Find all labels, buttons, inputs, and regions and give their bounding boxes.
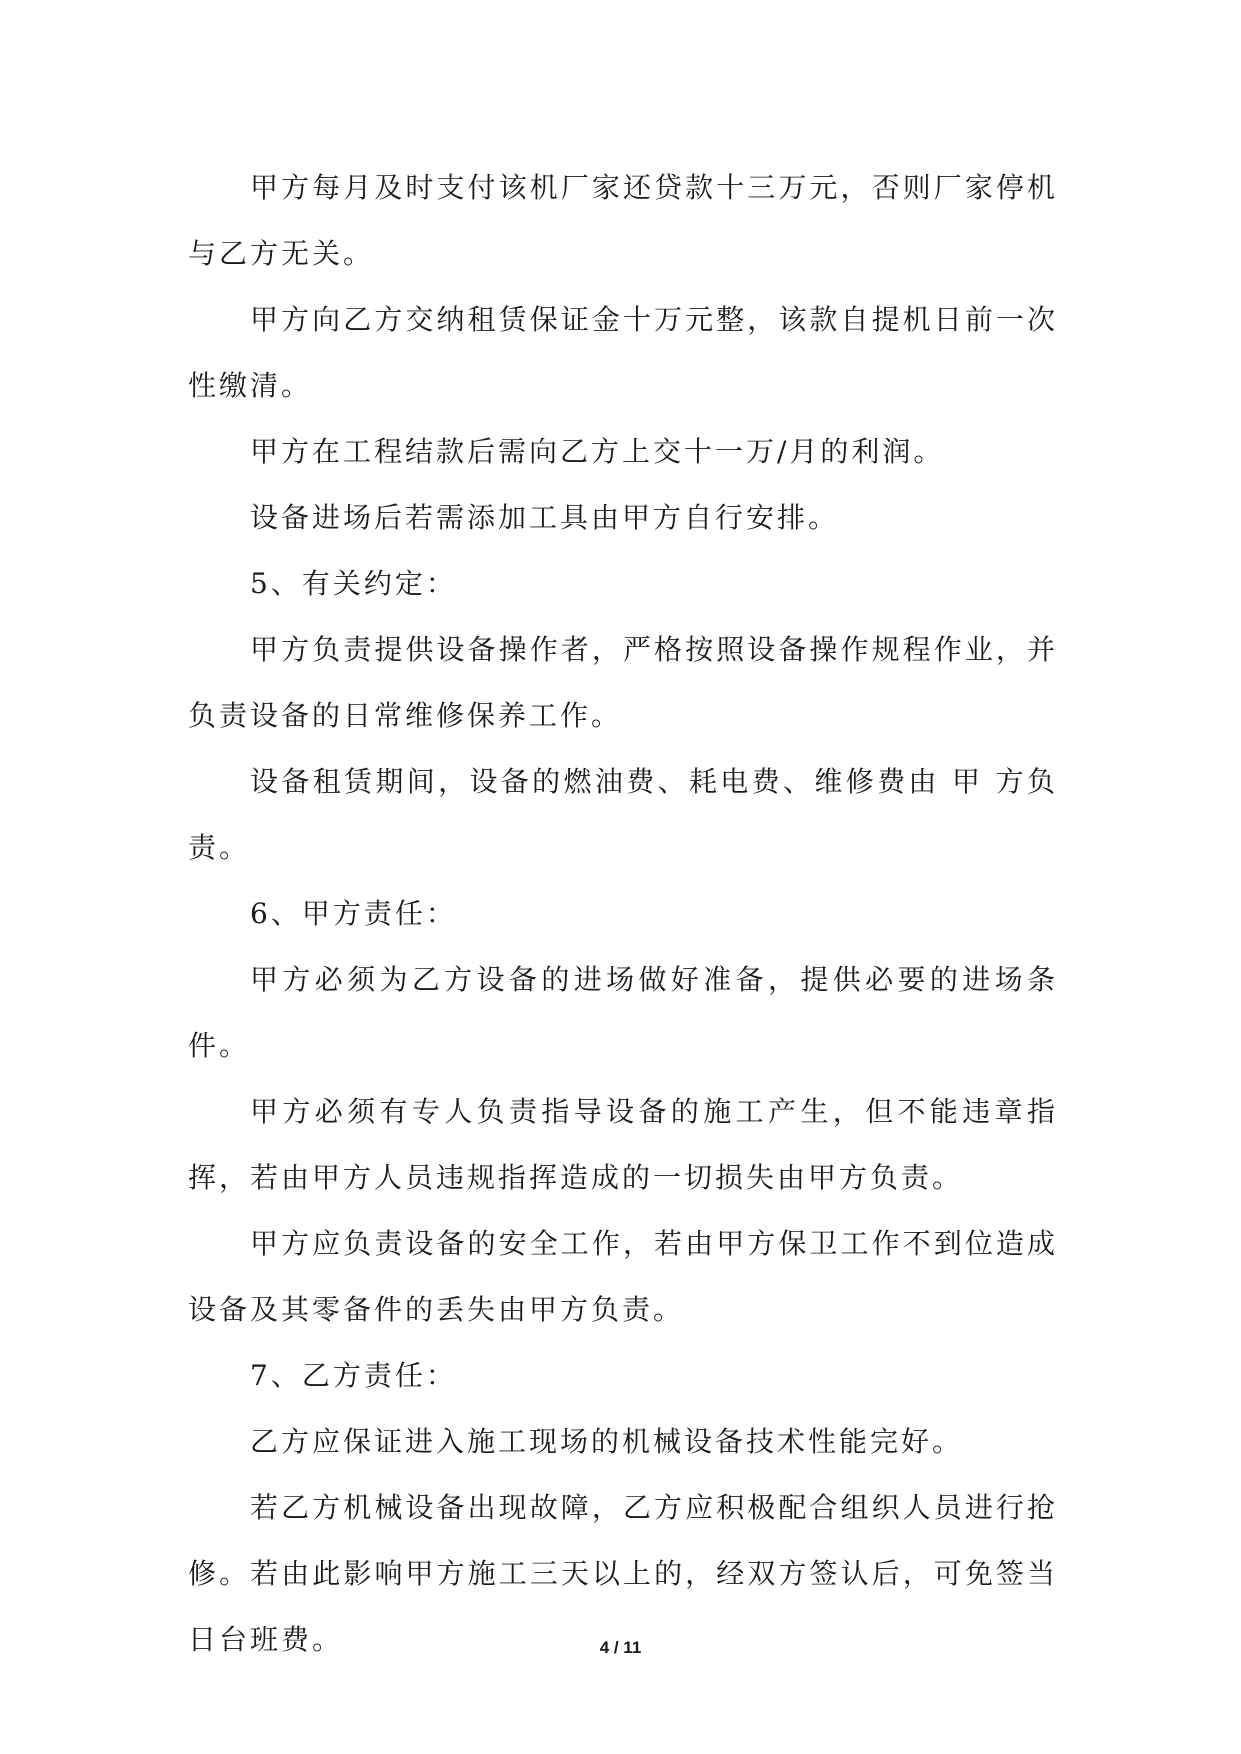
document-body — [188, 155, 1058, 1673]
paragraph: 若乙方机械设备出现故障，乙方应积极配合组织人员进行抢修。若由此影响甲方施工三天以上的，经双方签认后，可免签当日台班费。 — [188, 1491, 1058, 1656]
paragraph: 甲方必须有专人负责指导设备的施工产生，但不能违章指挥，若由甲方人员违规指挥造成的一切损失由甲方负责。 — [188, 1095, 1058, 1194]
paragraph: 乙方应保证进入施工现场的机械设备技术性能完好。 — [250, 1425, 964, 1458]
page-number: 4 / 11 — [599, 1638, 642, 1657]
paragraph: 甲方必须为乙方设备的进场做好准备，提供必要的进场条件。 — [188, 963, 1058, 1062]
paragraph: 甲方在工程结款后需向乙方上交十一万/月的利润。 — [250, 435, 945, 468]
paragraph: 设备租赁期间，设备的燃油费、耗电费、维修费由 甲 方负责。 — [188, 765, 1058, 864]
paragraph: 甲方应负责设备的安全工作，若由甲方保卫工作不到位造成设备及其零备件的丢失由甲方负责。 — [188, 1227, 1058, 1326]
section-heading: 7、乙方责任： — [250, 1359, 457, 1392]
paragraph: 甲方每月及时支付该机厂家还贷款十三万元，否则厂家停机与乙方无关。 — [188, 171, 1058, 270]
paragraph: 甲方负责提供设备操作者，严格按照设备操作规程作业，并负责设备的日常维修保养工作。 — [188, 633, 1058, 732]
paragraph: 设备进场后若需添加工具由甲方自行安排。 — [250, 501, 840, 534]
section-heading: 5、有关约定： — [250, 567, 457, 600]
paragraph: 甲方向乙方交纳租赁保证金十万元整，该款自提机日前一次性缴清。 — [188, 303, 1058, 402]
section-heading: 6、甲方责任： — [250, 897, 457, 930]
